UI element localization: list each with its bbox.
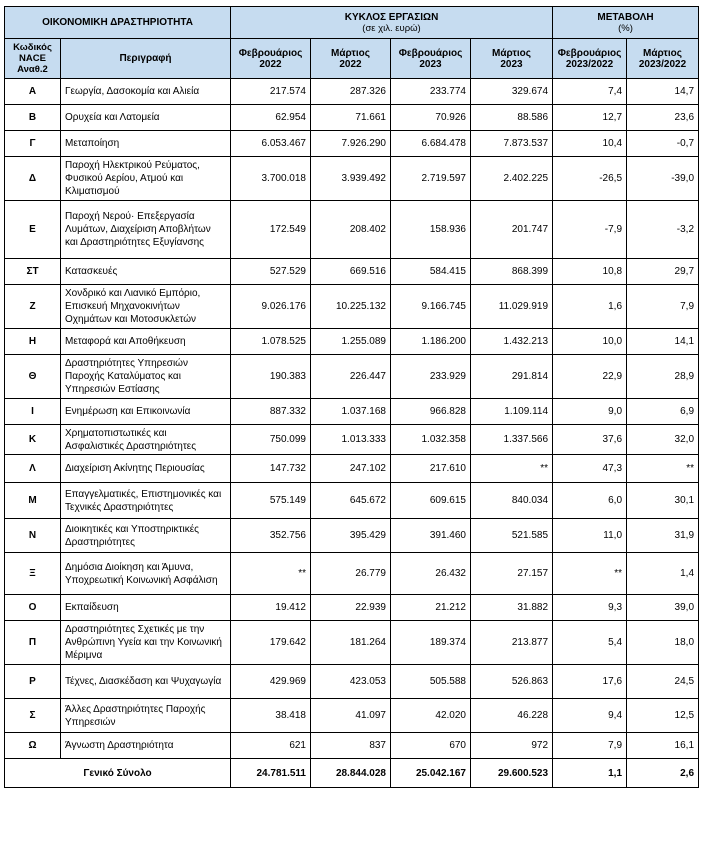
row-value: 217.574 xyxy=(231,79,311,105)
row-code: Π xyxy=(5,621,61,665)
row-code: Β xyxy=(5,105,61,131)
row-change: 24,5 xyxy=(627,665,699,699)
row-value: 42.020 xyxy=(391,699,471,733)
row-value: 10.225.132 xyxy=(311,285,391,329)
row-code: Λ xyxy=(5,455,61,483)
row-code: Α xyxy=(5,79,61,105)
row-code: Ω xyxy=(5,733,61,759)
row-value: ** xyxy=(231,553,311,595)
table-row xyxy=(5,105,699,131)
row-change: 22,9 xyxy=(553,355,627,399)
row-value: 645.672 xyxy=(311,483,391,519)
table-row xyxy=(5,79,699,105)
row-value: 179.642 xyxy=(231,621,311,665)
row-change: 9,3 xyxy=(553,595,627,621)
row-value: 31.882 xyxy=(471,595,553,621)
row-value: ** xyxy=(471,455,553,483)
row-change: 31,9 xyxy=(627,519,699,553)
row-value: 1.186.200 xyxy=(391,329,471,355)
row-value: 71.661 xyxy=(311,105,391,131)
row-value: 88.586 xyxy=(471,105,553,131)
row-value: 19.412 xyxy=(231,595,311,621)
table-row xyxy=(5,329,699,355)
row-value: 972 xyxy=(471,733,553,759)
change-unit: (%) xyxy=(618,22,633,34)
row-value: 26.779 xyxy=(311,553,391,595)
row-value: 190.383 xyxy=(231,355,311,399)
row-description: Άλλες Δραστηριότητες Παροχής Υπηρεσιών xyxy=(61,699,231,733)
row-description: Διοικητικές και Υποστηρικτικές Δραστηριότητες xyxy=(61,519,231,553)
row-description: Δημόσια Διοίκηση και Άμυνα, Υποχρεωτική Κοινωνική Ασφάλιση xyxy=(61,553,231,595)
row-value: 429.969 xyxy=(231,665,311,699)
row-value: 1.432.213 xyxy=(471,329,553,355)
total-row xyxy=(5,759,699,788)
table-row xyxy=(5,425,699,455)
table-row xyxy=(5,285,699,329)
row-value: 329.674 xyxy=(471,79,553,105)
row-code: Σ xyxy=(5,699,61,733)
row-value: 208.402 xyxy=(311,201,391,259)
row-code: Ε xyxy=(5,201,61,259)
row-change: 28,9 xyxy=(627,355,699,399)
row-change: 7,9 xyxy=(627,285,699,329)
row-value: 2.402.225 xyxy=(471,157,553,201)
row-value: 226.447 xyxy=(311,355,391,399)
row-code: Θ xyxy=(5,355,61,399)
row-value: 70.926 xyxy=(391,105,471,131)
row-value: 22.939 xyxy=(311,595,391,621)
row-value: 837 xyxy=(311,733,391,759)
row-value: 527.529 xyxy=(231,259,311,285)
row-value: 609.615 xyxy=(391,483,471,519)
table-row xyxy=(5,201,699,259)
period-header: Μάρτιος 2023 xyxy=(471,39,553,79)
row-change: 6,9 xyxy=(627,399,699,425)
table-row xyxy=(5,131,699,157)
row-value: 669.516 xyxy=(311,259,391,285)
change-header xyxy=(553,7,699,39)
row-value: 526.863 xyxy=(471,665,553,699)
row-change: -0,7 xyxy=(627,131,699,157)
row-code: ΣΤ xyxy=(5,259,61,285)
row-change: 29,7 xyxy=(627,259,699,285)
turnover-table xyxy=(4,6,699,788)
description-column-header: Περιγραφή xyxy=(61,39,231,79)
table-row xyxy=(5,355,699,399)
table-row xyxy=(5,399,699,425)
table-row xyxy=(5,483,699,519)
row-change: 17,6 xyxy=(553,665,627,699)
table-row xyxy=(5,621,699,665)
row-change: 32,0 xyxy=(627,425,699,455)
row-value: 1.109.114 xyxy=(471,399,553,425)
row-value: 233.929 xyxy=(391,355,471,399)
row-value: 3.939.492 xyxy=(311,157,391,201)
table-row xyxy=(5,519,699,553)
row-value: 172.549 xyxy=(231,201,311,259)
row-change: 30,1 xyxy=(627,483,699,519)
row-description: Τέχνες, Διασκέδαση και Ψυχαγωγία xyxy=(61,665,231,699)
row-value: 966.828 xyxy=(391,399,471,425)
row-value: 840.034 xyxy=(471,483,553,519)
row-description: Εκπαίδευση xyxy=(61,595,231,621)
row-value: 46.228 xyxy=(471,699,553,733)
row-code: Δ xyxy=(5,157,61,201)
row-change: 7,9 xyxy=(553,733,627,759)
row-change: -3,2 xyxy=(627,201,699,259)
row-change: ** xyxy=(553,553,627,595)
table-row xyxy=(5,595,699,621)
row-code: Γ xyxy=(5,131,61,157)
row-value: 38.418 xyxy=(231,699,311,733)
row-value: 6.684.478 xyxy=(391,131,471,157)
row-change: 12,5 xyxy=(627,699,699,733)
row-description: Δραστηριότητες Υπηρεσιών Παροχής Καταλύματος και Υπηρεσιών Εστίασης xyxy=(61,355,231,399)
row-change: 5,4 xyxy=(553,621,627,665)
row-description: Μεταποίηση xyxy=(61,131,231,157)
table-row xyxy=(5,665,699,699)
period-header: Φεβρουάριος 2022 xyxy=(231,39,311,79)
row-value: 1.255.089 xyxy=(311,329,391,355)
row-change: 47,3 xyxy=(553,455,627,483)
total-change: 2,6 xyxy=(627,759,699,788)
row-value: 213.877 xyxy=(471,621,553,665)
row-change: 18,0 xyxy=(627,621,699,665)
total-value: 24.781.511 xyxy=(231,759,311,788)
turnover-title: ΚΥΚΛΟΣ ΕΡΓΑΣΙΩΝ xyxy=(344,11,439,23)
period-header: Φεβρουάριος 2023 xyxy=(391,39,471,79)
row-change: 1,4 xyxy=(627,553,699,595)
table-row xyxy=(5,553,699,595)
row-value: 3.700.018 xyxy=(231,157,311,201)
table-row xyxy=(5,259,699,285)
row-value: 505.588 xyxy=(391,665,471,699)
row-change: ** xyxy=(627,455,699,483)
row-value: 6.053.467 xyxy=(231,131,311,157)
change-period-header: Φεβρουάριος 2023/2022 xyxy=(553,39,627,79)
total-value: 25.042.167 xyxy=(391,759,471,788)
row-description: Δραστηριότητες Σχετικές με την Ανθρώπινη Υγεία και την Κοινωνική Μέριμνα xyxy=(61,621,231,665)
row-description: Χρηματοπιστωτικές και Ασφαλιστικές Δραστηριότητες xyxy=(61,425,231,455)
row-value: 181.264 xyxy=(311,621,391,665)
row-value: 2.719.597 xyxy=(391,157,471,201)
row-value: 287.326 xyxy=(311,79,391,105)
row-value: 26.432 xyxy=(391,553,471,595)
row-code: Ν xyxy=(5,519,61,553)
row-value: 1.078.525 xyxy=(231,329,311,355)
row-value: 201.747 xyxy=(471,201,553,259)
row-value: 11.029.919 xyxy=(471,285,553,329)
row-value: 247.102 xyxy=(311,455,391,483)
row-value: 158.936 xyxy=(391,201,471,259)
row-code: Μ xyxy=(5,483,61,519)
row-description: Παροχή Ηλεκτρικού Ρεύματος, Φυσικού Αερίου, Ατμού και Κλιματισμού xyxy=(61,157,231,201)
row-change: 39,0 xyxy=(627,595,699,621)
row-value: 887.332 xyxy=(231,399,311,425)
row-description: Επαγγελματικές, Επιστημονικές και Τεχνικές Δραστηριότητες xyxy=(61,483,231,519)
row-value: 147.732 xyxy=(231,455,311,483)
row-description: Διαχείριση Ακίνητης Περιουσίας xyxy=(61,455,231,483)
turnover-unit: (σε χιλ. ευρώ) xyxy=(362,22,421,34)
row-value: 9.026.176 xyxy=(231,285,311,329)
row-description: Μεταφορά και Αποθήκευση xyxy=(61,329,231,355)
row-value: 521.585 xyxy=(471,519,553,553)
total-change: 1,1 xyxy=(553,759,627,788)
row-change: 9,4 xyxy=(553,699,627,733)
row-value: 233.774 xyxy=(391,79,471,105)
row-value: 868.399 xyxy=(471,259,553,285)
row-description: Παροχή Νερού· Επεξεργασία Λυμάτων, Διαχείριση Αποβλήτων και Δραστηριότητες Εξυγίανσης xyxy=(61,201,231,259)
row-value: 575.149 xyxy=(231,483,311,519)
total-value: 28.844.028 xyxy=(311,759,391,788)
table-row xyxy=(5,157,699,201)
change-title: ΜΕΤΑΒΟΛΗ xyxy=(597,11,654,23)
total-label: Γενικό Σύνολο xyxy=(5,759,231,788)
row-value: 189.374 xyxy=(391,621,471,665)
row-change: 11,0 xyxy=(553,519,627,553)
row-value: 217.610 xyxy=(391,455,471,483)
row-change: -7,9 xyxy=(553,201,627,259)
change-period-header: Μάρτιος 2023/2022 xyxy=(627,39,699,79)
row-value: 7.926.290 xyxy=(311,131,391,157)
row-code: Ξ xyxy=(5,553,61,595)
table-row xyxy=(5,455,699,483)
row-change: 37,6 xyxy=(553,425,627,455)
table-row xyxy=(5,733,699,759)
row-code: Ζ xyxy=(5,285,61,329)
row-change: 6,0 xyxy=(553,483,627,519)
row-description: Ορυχεία και Λατομεία xyxy=(61,105,231,131)
row-value: 291.814 xyxy=(471,355,553,399)
row-value: 1.037.168 xyxy=(311,399,391,425)
activity-header: ΟΙΚΟΝΟΜΙΚΗ ΔΡΑΣΤΗΡΙΟΤΗΤΑ xyxy=(5,7,231,39)
row-value: 352.756 xyxy=(231,519,311,553)
row-code: Ο xyxy=(5,595,61,621)
row-change: -26,5 xyxy=(553,157,627,201)
row-description: Κατασκευές xyxy=(61,259,231,285)
row-value: 670 xyxy=(391,733,471,759)
row-change: -39,0 xyxy=(627,157,699,201)
row-code: Ι xyxy=(5,399,61,425)
row-change: 7,4 xyxy=(553,79,627,105)
row-description: Χονδρικό και Λιανικό Εμπόριο, Επισκευή Μηχανοκινήτων Οχημάτων και Μοτοσυκλετών xyxy=(61,285,231,329)
row-value: 27.157 xyxy=(471,553,553,595)
row-value: 62.954 xyxy=(231,105,311,131)
row-change: 16,1 xyxy=(627,733,699,759)
row-value: 1.013.333 xyxy=(311,425,391,455)
row-value: 423.053 xyxy=(311,665,391,699)
row-value: 9.166.745 xyxy=(391,285,471,329)
row-code: Κ xyxy=(5,425,61,455)
row-code: Η xyxy=(5,329,61,355)
turnover-header xyxy=(231,7,553,39)
row-description: Γεωργία, Δασοκομία και Αλιεία xyxy=(61,79,231,105)
row-change: 23,6 xyxy=(627,105,699,131)
row-value: 750.099 xyxy=(231,425,311,455)
total-value: 29.600.523 xyxy=(471,759,553,788)
row-value: 7.873.537 xyxy=(471,131,553,157)
row-code: Ρ xyxy=(5,665,61,699)
row-value: 395.429 xyxy=(311,519,391,553)
row-value: 1.032.358 xyxy=(391,425,471,455)
row-change: 9,0 xyxy=(553,399,627,425)
row-value: 21.212 xyxy=(391,595,471,621)
row-change: 14,1 xyxy=(627,329,699,355)
row-change: 10,4 xyxy=(553,131,627,157)
row-value: 584.415 xyxy=(391,259,471,285)
code-column-header: Κωδικός NACE Αναθ.2 xyxy=(5,39,61,79)
period-header: Μάρτιος 2022 xyxy=(311,39,391,79)
row-description: Άγνωστη Δραστηριότητα xyxy=(61,733,231,759)
row-value: 621 xyxy=(231,733,311,759)
row-description: Ενημέρωση και Επικοινωνία xyxy=(61,399,231,425)
row-change: 12,7 xyxy=(553,105,627,131)
row-change: 10,0 xyxy=(553,329,627,355)
table-row xyxy=(5,699,699,733)
row-change: 14,7 xyxy=(627,79,699,105)
row-value: 1.337.566 xyxy=(471,425,553,455)
row-change: 10,8 xyxy=(553,259,627,285)
row-value: 391.460 xyxy=(391,519,471,553)
row-value: 41.097 xyxy=(311,699,391,733)
row-change: 1,6 xyxy=(553,285,627,329)
